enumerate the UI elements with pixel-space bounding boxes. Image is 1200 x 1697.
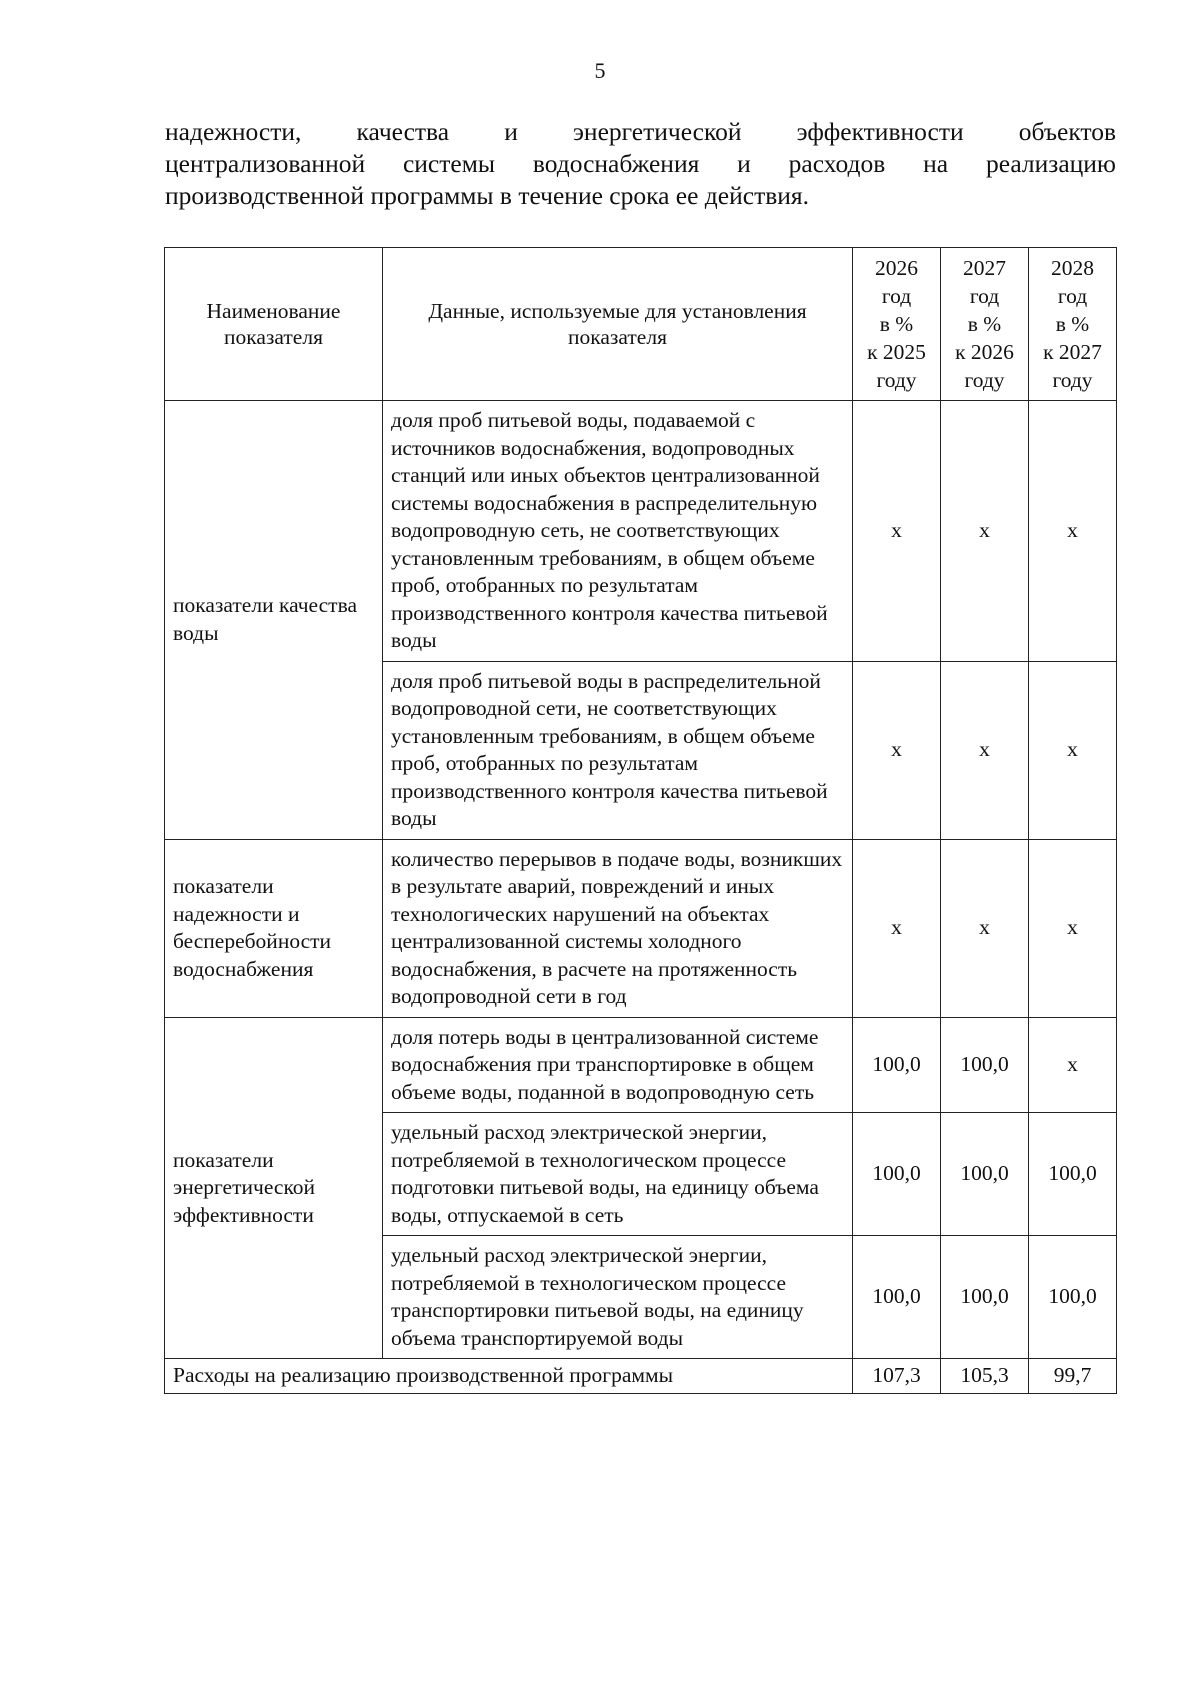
value-2026: 100,0 <box>853 1236 941 1359</box>
header-year-2027 <box>941 248 1029 401</box>
page-number: 5 <box>594 58 606 83</box>
indicator-description: удельный расход электрической энергии, потребляемой в технологическом процессе подготовки питьевой воды, на единицу объема воды, отпускаемой в сеть <box>383 1113 853 1236</box>
value-2028: х <box>1029 401 1117 662</box>
header-year-percent: в % <box>967 312 1002 336</box>
header-year-unit: году <box>876 368 917 392</box>
value-2028: х <box>1029 661 1117 839</box>
intro-line: производственной программы в течение срока ее действия. <box>165 181 809 210</box>
value-2028: х <box>1029 839 1117 1017</box>
header-year-base: к 2025 <box>867 340 926 364</box>
intro-line: централизованной системы водоснабжения и расходов на реализацию <box>165 149 1116 178</box>
header-year-unit: году <box>1052 368 1093 392</box>
value-2026: 100,0 <box>853 1113 941 1236</box>
indicator-description: удельный расход электрической энергии, потребляемой в технологическом процессе транспортировки питьевой воды, на единицу объема транспортируемой воды <box>383 1236 853 1359</box>
total-row <box>165 1359 1117 1394</box>
header-year-unit: год <box>969 284 1000 308</box>
header-indicator-name: Наименование показателя <box>165 248 383 401</box>
header-year-unit: году <box>964 368 1005 392</box>
header-year-2028 <box>1029 248 1117 401</box>
value-2026: х <box>853 661 941 839</box>
value-2026: х <box>853 839 941 1017</box>
value-2026: х <box>853 401 941 662</box>
total-value-2028: 99,7 <box>1029 1359 1117 1394</box>
header-year-percent: в % <box>879 312 914 336</box>
value-2027: 100,0 <box>941 1017 1029 1113</box>
header-year-label: 2028 <box>1051 256 1094 280</box>
header-year-label: 2027 <box>963 256 1006 280</box>
total-label: Расходы на реализацию производственной программы <box>165 1359 853 1394</box>
indicator-group-name: показатели качества воды <box>165 401 383 840</box>
indicator-group-name: показатели надежности и бесперебойности водоснабжения <box>165 839 383 1017</box>
table-header-row <box>165 248 1117 401</box>
total-value-2027: 105,3 <box>941 1359 1029 1394</box>
header-year-base: к 2027 <box>1043 340 1102 364</box>
value-2027: 100,0 <box>941 1236 1029 1359</box>
table-row <box>165 839 1117 1017</box>
intro-line: надежности, качества и энергетической эффективности объектов <box>165 117 1116 146</box>
value-2027: х <box>941 661 1029 839</box>
value-2028: 100,0 <box>1029 1236 1117 1359</box>
header-year-label: 2026 <box>875 256 918 280</box>
value-2027: х <box>941 401 1029 662</box>
value-2027: х <box>941 839 1029 1017</box>
header-data-used: Данные, используемые для установления показателя <box>383 248 853 401</box>
table-row <box>165 1017 1117 1113</box>
header-year-unit: год <box>881 284 912 308</box>
indicator-description: доля проб питьевой воды в распределительной водопроводной сети, не соответствующих установленным требованиям, в общем объеме проб, отобранных по результатам производственного контроля качества питьевой воды <box>383 661 853 839</box>
total-value-2026: 107,3 <box>853 1359 941 1394</box>
header-year-percent: в % <box>1055 312 1090 336</box>
value-2028: х <box>1029 1017 1117 1113</box>
header-year-2026 <box>853 248 941 401</box>
value-2026: 100,0 <box>853 1017 941 1113</box>
header-year-base: к 2026 <box>955 340 1014 364</box>
value-2027: 100,0 <box>941 1113 1029 1236</box>
header-year-unit: год <box>1057 284 1088 308</box>
indicators-table <box>164 247 1117 1394</box>
indicator-description: доля проб питьевой воды, подаваемой с источников водоснабжения, водопроводных станций или иных объектов централизованной системы водоснабжения в распределительную водопроводную сеть, не соответствующих установленным требованиям, в общем объеме проб, отобранных по результатам производственного контроля качества питьевой воды <box>383 401 853 662</box>
indicator-description: доля потерь воды в централизованной системе водоснабжения при транспортировке в общем объеме воды, поданной в водопроводную сеть <box>383 1017 853 1113</box>
indicator-group-name: показатели энергетической эффективности <box>165 1017 383 1359</box>
value-2028: 100,0 <box>1029 1113 1117 1236</box>
indicator-description: количество перерывов в подаче воды, возникших в результате аварий, повреждений и иных технологических нарушений на объектах централизованной системы холодного водоснабжения, в расчете на протяженность водопроводной сети в год <box>383 839 853 1017</box>
intro-paragraph <box>165 116 1116 212</box>
table-row <box>165 401 1117 662</box>
